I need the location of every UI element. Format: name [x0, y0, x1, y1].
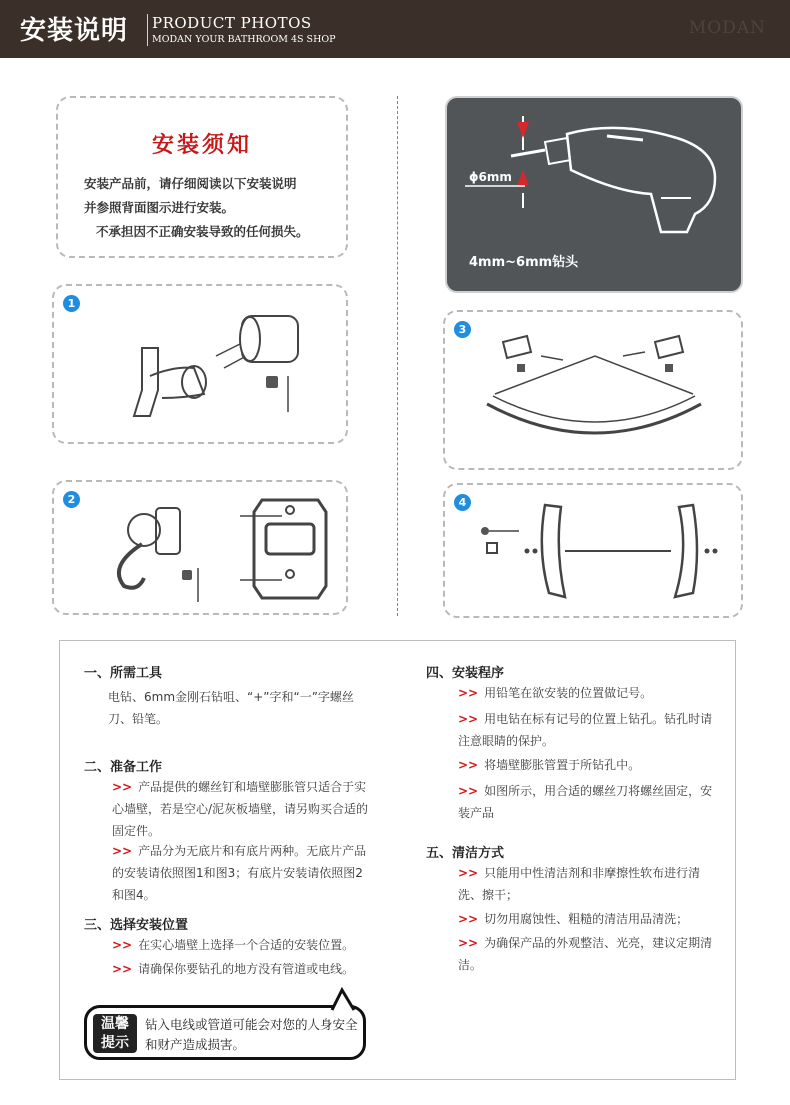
procedure-item-3: >> 将墙壁膨胀管置于所钻孔中。: [458, 758, 641, 772]
tip-badge: 温馨 提示: [93, 1014, 137, 1053]
notice-title: 安装须知: [151, 133, 252, 158]
center-divider: [397, 96, 398, 616]
arrow-marker: >>: [458, 784, 479, 798]
arrow-marker: >>: [458, 936, 479, 950]
hook-with-plate-illustration: [54, 482, 346, 613]
arrow-marker: >>: [458, 758, 479, 772]
arrow-marker: >>: [112, 844, 133, 858]
header-subtitle: PRODUCT PHOTOS: [152, 14, 312, 32]
location-item-2: >> 请确保你要钻孔的地方没有管道或电线。: [112, 962, 355, 976]
warning-tip-box: [84, 1005, 366, 1060]
notice-line-1: 安装产品前，请仔细阅读以下安装说明: [84, 176, 297, 191]
arrow-marker: >>: [458, 866, 479, 880]
header-tagline: MODAN YOUR BATHROOM 4S SHOP: [152, 34, 336, 45]
drill-diameter-label: ϕ6mm: [469, 170, 512, 184]
step-1-number: 1: [63, 295, 80, 312]
section-cleaning-heading: 五、清洁方式: [426, 846, 505, 861]
section-location-heading: 三、选择安装位置: [84, 918, 189, 933]
step-2-diagram: [52, 480, 348, 615]
arrow-marker: >>: [458, 912, 479, 926]
hook-install-illustration: [54, 286, 346, 442]
cleaning-item-2: >> 切勿用腐蚀性、粗糙的清洁用品清洗；: [458, 912, 689, 926]
step-2-number: 2: [63, 491, 80, 508]
step-4-number: 4: [454, 494, 471, 511]
procedure-item-2: >> 用电钻在标有记号的位置上钻孔。钻孔时请注意眼睛的保护。: [458, 712, 713, 748]
section-tools-text: 电钻、6mm金刚石钻咀、“+”字和“一”字螺丝刀、铅笔。: [108, 690, 354, 726]
page-title: 安装说明: [20, 16, 129, 46]
arrow-marker: >>: [458, 686, 479, 700]
section-tools-heading: 一、所需工具: [84, 666, 163, 681]
step-3-diagram: [443, 310, 743, 470]
cleaning-item-3: >> 为确保产品的外观整洁、光亮，建议定期清洁。: [458, 936, 713, 972]
drill-icon: [447, 98, 741, 238]
notice-line-2: 并参照背面图示进行安装。: [84, 200, 235, 215]
step-3-number: 3: [454, 321, 471, 338]
notice-box: [56, 96, 348, 258]
brand-watermark: MODAN: [688, 18, 766, 38]
corner-shelf-illustration: [445, 312, 741, 468]
header-divider: [147, 14, 148, 46]
step-1-diagram: [52, 284, 348, 444]
step-4-diagram: [443, 483, 743, 618]
tip-text: 钻入电线或管道可能会对您的人身安全和财产造成损害。: [145, 1017, 358, 1052]
header-bar: [0, 0, 790, 58]
shelf-rail-illustration: [445, 485, 741, 616]
arrow-marker: >>: [112, 962, 133, 976]
drill-bit-label: 4mm~6mm钻头: [469, 255, 579, 270]
location-item-1: >> 在实心墙壁上选择一个合适的安装位置。: [112, 938, 355, 952]
arrow-marker: >>: [112, 780, 133, 794]
procedure-item-4: >> 如图所示，用合适的螺丝刀将螺丝固定，安装产品: [458, 784, 713, 820]
procedure-item-1: >> 用铅笔在欲安装的位置做记号。: [458, 686, 653, 700]
cleaning-item-1: >> 只能用中性清洁剂和非摩擦性软布进行清洗、擦干；: [458, 866, 701, 902]
prep-item-1: >> 产品提供的螺丝钉和墙壁膨胀管只适合于实心墙壁，若是空心/泥灰板墙壁，请另购买合适的固定件。: [112, 780, 369, 838]
arrow-marker: >>: [458, 712, 479, 726]
arrow-marker: >>: [112, 938, 133, 952]
speech-tail-icon: [328, 986, 358, 1012]
section-procedure-heading: 四、安装程序: [426, 666, 505, 681]
section-prep-heading: 二、准备工作: [84, 760, 163, 775]
drill-panel: [445, 96, 743, 293]
prep-item-2: >> 产品分为无底片和有底片两种。无底片产品的安装请依照图1和图3；有底片安装请依照图2和图4。: [112, 844, 367, 902]
notice-line-3: 不承担因不正确安装导致的任何损失。: [96, 224, 309, 239]
